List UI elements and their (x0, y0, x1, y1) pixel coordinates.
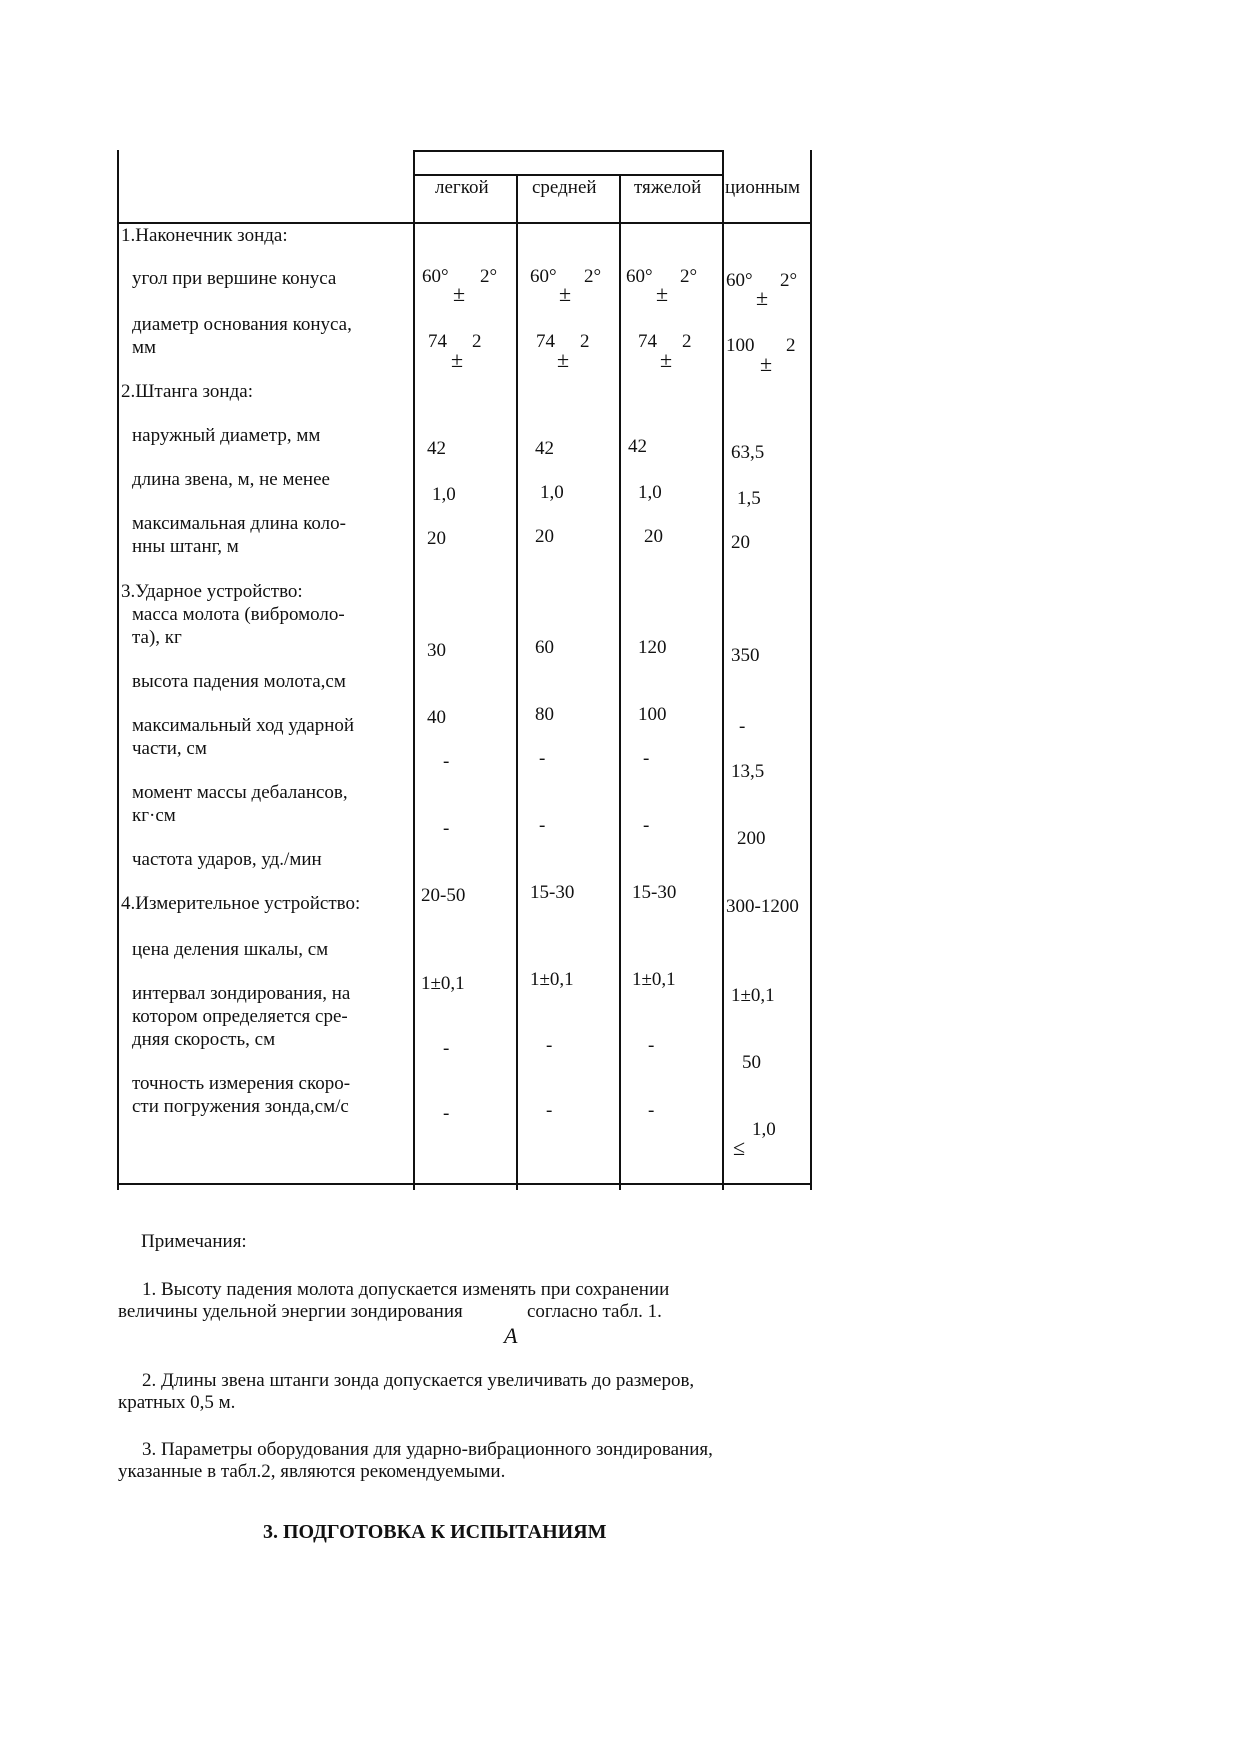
note-3-line-1: 3. Параметры оборудования для ударно-вибрационного зондирования, (142, 1439, 713, 1460)
cell-vibro-diam-a: 100 (726, 335, 755, 356)
cell-medium-mass: 60 (535, 637, 554, 658)
cell-heavy-outer: 42 (628, 436, 647, 457)
cell-vibro-mass: 350 (731, 645, 760, 666)
row-link-len: длина звена, м, не менее (132, 469, 330, 490)
cell-light-outer: 42 (427, 438, 446, 459)
cell-medium-unbal: - (539, 815, 546, 836)
cell-light-drop: 40 (427, 707, 446, 728)
cell-medium-angle-a: 60° (530, 266, 557, 287)
row-interval-2: котором определяется сре- (132, 1006, 348, 1027)
cell-light-stroke: - (443, 751, 450, 772)
plus-minus-icon: ± (756, 285, 769, 310)
cell-heavy-angle-b: 2° (680, 266, 698, 287)
table-header-bottom-line (117, 222, 812, 224)
cell-light-scale: 1±0,1 (421, 973, 465, 994)
less-equal-icon: ≤ (733, 1135, 746, 1160)
cell-vibro-max: 20 (731, 532, 750, 553)
plus-minus-icon: ± (557, 347, 570, 372)
row-max-len-2: нны штанг, м (132, 536, 239, 557)
plus-minus-icon: ± (559, 281, 572, 306)
table-bottom-border (117, 1183, 812, 1185)
table-col-divider-4 (722, 150, 724, 1190)
cell-light-angle-a: 60° (422, 266, 449, 287)
row-hammer-mass-2: та), кг (132, 627, 182, 648)
cell-light-max: 20 (427, 528, 446, 549)
row-unbalance-1: момент массы дебалансов, (132, 782, 348, 803)
cell-heavy-unbal: - (643, 815, 650, 836)
row-drop-height: высота падения молота,см (132, 671, 346, 692)
cell-vibro-angle-a: 60° (726, 270, 753, 291)
cell-light-mass: 30 (427, 640, 446, 661)
cell-heavy-scale: 1±0,1 (632, 969, 676, 990)
cell-medium-scale: 1±0,1 (530, 969, 574, 990)
table-top-subheader-line (413, 150, 724, 152)
row-max-stroke-1: максимальный ход ударной (132, 715, 355, 736)
table-col-divider-1 (413, 150, 415, 1190)
note-1-symbol: A (504, 1323, 518, 1348)
row-accuracy-1: точность измерения скоро- (132, 1073, 351, 1094)
cell-medium-max: 20 (535, 526, 554, 547)
cell-vibro-stroke: 13,5 (731, 761, 765, 782)
cell-vibro-angle-b: 2° (780, 270, 798, 291)
header-medium: средней (532, 177, 597, 198)
row-blow-freq: частота ударов, уд./мин (132, 849, 322, 870)
cell-light-freq: 20-50 (421, 885, 466, 906)
table-right-border (810, 150, 812, 1190)
cell-medium-outer: 42 (535, 438, 554, 459)
cell-medium-angle-b: 2° (584, 266, 602, 287)
cell-heavy-diam-a: 74 (638, 331, 657, 352)
row-cone-diam-2: мм (132, 337, 157, 358)
plus-minus-icon: ± (656, 281, 669, 306)
note-2-line-2: кратных 0,5 м. (118, 1392, 236, 1413)
section-4-title: 4.Измерительное устройство: (121, 893, 361, 914)
plus-minus-icon: ± (660, 347, 673, 372)
cell-light-diam-b: 2 (472, 331, 482, 352)
row-max-stroke-2: части, см (132, 738, 207, 759)
section-heading: 3. ПОДГОТОВКА К ИСПЫТАНИЯМ (263, 1521, 607, 1543)
note-1-line-1: 1. Высоту падения молота допускается изменять при сохранении (142, 1279, 670, 1300)
header-heavy: тяжелой (634, 177, 702, 198)
cell-vibro-outer: 63,5 (731, 442, 765, 463)
row-interval-3: дняя скорость, см (132, 1029, 276, 1050)
cell-heavy-link: 1,0 (638, 482, 662, 503)
cell-light-link: 1,0 (432, 484, 456, 505)
cell-light-unbal: - (443, 818, 450, 839)
note-3-line-2: указанные в табл.2, являются рекомендуемыми. (118, 1461, 506, 1482)
cell-medium-drop: 80 (535, 704, 554, 725)
cell-vibro-scale: 1±0,1 (731, 985, 775, 1006)
cell-heavy-angle-a: 60° (626, 266, 653, 287)
note-1-line-2b: согласно табл. 1. (527, 1301, 662, 1322)
row-cone-angle: угол при вершине конуса (132, 268, 337, 289)
table-header-line (413, 174, 724, 176)
row-unbalance-2: кг·см (132, 805, 176, 826)
cell-light-interval: - (443, 1038, 450, 1059)
cell-medium-interval: - (546, 1035, 553, 1056)
cell-vibro-accuracy: 1,0 (752, 1119, 776, 1140)
table-col-divider-2 (516, 174, 518, 1190)
header-vibro: ционным (725, 177, 800, 198)
cell-light-accuracy: - (443, 1103, 450, 1124)
row-scale-div: цена деления шкалы, см (132, 939, 329, 960)
cell-vibro-freq: 300-1200 (726, 896, 799, 917)
cell-medium-diam-a: 74 (536, 331, 555, 352)
row-outer-diam: наружный диаметр, мм (132, 425, 321, 446)
cell-light-diam-a: 74 (428, 331, 447, 352)
plus-minus-icon: ± (453, 281, 466, 306)
cell-heavy-stroke: - (643, 748, 650, 769)
cell-light-angle-b: 2° (480, 266, 498, 287)
row-cone-diam-1: диаметр основания конуса, (132, 314, 352, 335)
cell-medium-stroke: - (539, 748, 546, 769)
section-3-title: 3.Ударное устройство: (121, 581, 303, 602)
row-hammer-mass-1: масса молота (вибромоло- (132, 604, 345, 625)
note-2-line-1: 2. Длины звена штанги зонда допускается увеличивать до размеров, (142, 1370, 695, 1391)
plus-minus-icon: ± (760, 351, 773, 376)
cell-heavy-freq: 15-30 (632, 882, 677, 903)
cell-vibro-diam-b: 2 (786, 335, 796, 356)
header-light: легкой (435, 177, 489, 198)
cell-medium-link: 1,0 (540, 482, 564, 503)
note-1-line-2a: величины удельной энергии зондирования (118, 1301, 463, 1322)
row-max-len-1: максимальная длина коло- (132, 513, 346, 534)
cell-vibro-interval: 50 (742, 1052, 761, 1073)
cell-heavy-diam-b: 2 (682, 331, 692, 352)
row-interval-1: интервал зондирования, на (132, 983, 351, 1004)
cell-heavy-mass: 120 (638, 637, 667, 658)
cell-heavy-interval: - (648, 1035, 655, 1056)
cell-heavy-accuracy: - (648, 1100, 655, 1121)
cell-medium-accuracy: - (546, 1100, 553, 1121)
notes-title: Примечания: (141, 1231, 247, 1252)
table-left-border (117, 150, 119, 1190)
section-2-title: 2.Штанга зонда: (121, 381, 253, 402)
cell-vibro-drop: - (739, 716, 746, 737)
cell-vibro-link: 1,5 (737, 488, 761, 509)
cell-heavy-max: 20 (644, 526, 663, 547)
plus-minus-icon: ± (451, 347, 464, 372)
row-accuracy-2: сти погружения зонда,см/с (132, 1096, 349, 1117)
cell-heavy-drop: 100 (638, 704, 667, 725)
cell-vibro-unbal: 200 (737, 828, 766, 849)
cell-medium-freq: 15-30 (530, 882, 575, 903)
cell-medium-diam-b: 2 (580, 331, 590, 352)
section-1-title: 1.Наконечник зонда: (121, 225, 288, 246)
table-col-divider-3 (619, 174, 621, 1190)
